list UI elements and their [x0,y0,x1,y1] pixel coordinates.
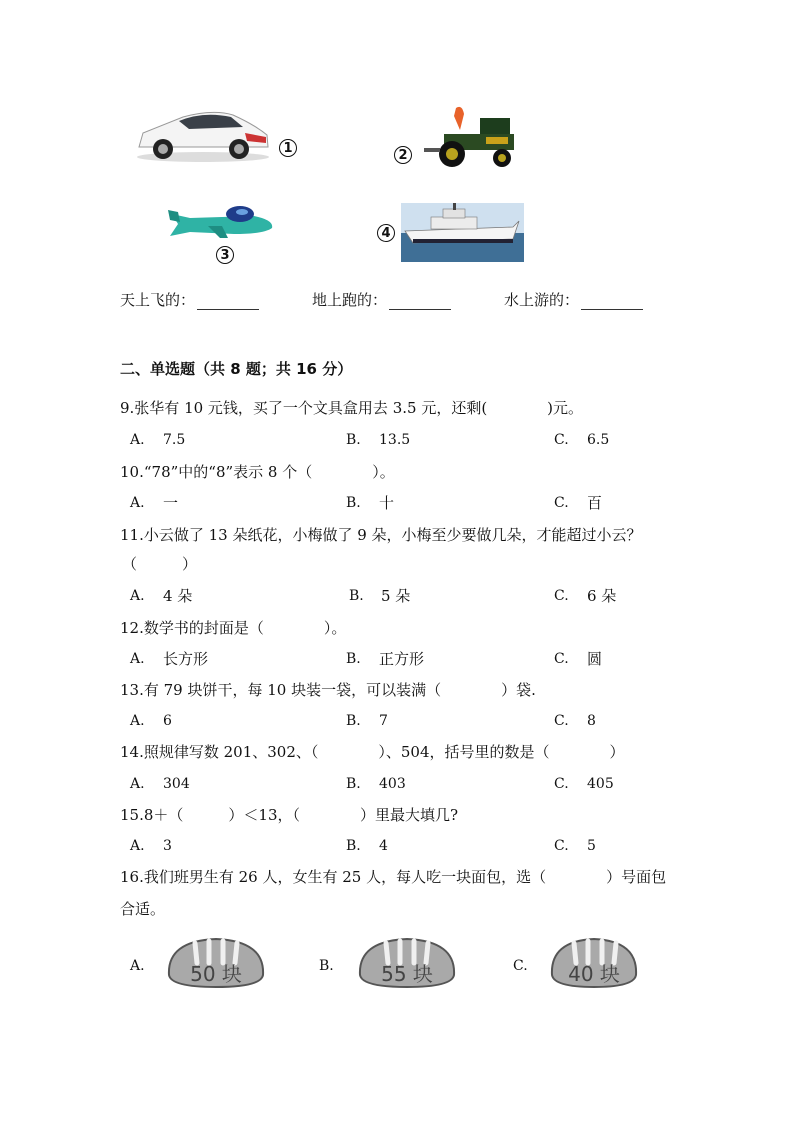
question-stem: 15.8＋（ ）＜13，（ ）里最大填几? [120,806,459,824]
option-text[interactable]: 5 [587,838,596,854]
option-text[interactable]: 6 [163,713,172,729]
option-label: A. [130,588,145,604]
question-stem-cont: 合适。 [120,900,166,918]
option-text[interactable]: 8 [587,713,596,729]
fill-ground-label: 地上跑的： [312,291,388,309]
option-text[interactable]: 6 朵 [587,587,617,605]
fill-ground [312,290,451,310]
option-label: C. [554,495,569,511]
question-stem-cont: （ ） [122,555,198,573]
option-label: C. [554,776,569,792]
option-text[interactable]: 5 朵 [381,587,411,605]
fill-ground-blank[interactable] [389,293,451,310]
fill-sky-blank[interactable] [197,293,259,310]
option-label: C. [554,432,569,448]
option-label: B. [346,432,361,448]
option-text[interactable]: 3 [163,838,172,854]
option-label: C. [554,713,569,729]
option-label: A. [130,713,145,729]
fill-water [504,290,643,310]
option-text[interactable]: 一 [163,494,179,512]
ship-image [401,203,524,262]
question-stem: 13.有 79 块饼干，每 10 块装一袋，可以装满（ ）袋. [120,681,536,699]
option-text[interactable]: 圆 [587,650,603,668]
bread-label: 50 块 [190,962,242,986]
option-text[interactable]: 6.5 [587,432,610,448]
option-label: B. [346,713,361,729]
option-text[interactable]: 十 [379,494,395,512]
question-stem: 16.我们班男生有 26 人，女生有 25 人，每人吃一块面包，选（ ）号面包 [120,868,667,886]
option-label: C. [554,651,569,667]
bread-label: 40 块 [568,962,620,986]
option-text[interactable]: 长方形 [163,650,209,668]
question-stem: 12.数学书的封面是（ ）。 [120,619,347,637]
tractor-image [420,104,522,170]
bread-option-a[interactable] [165,933,267,991]
option-text[interactable]: 403 [379,776,406,792]
option-text[interactable]: 7 [379,713,388,729]
option-label: B. [346,838,361,854]
image-number-3: 3 [216,246,234,264]
option-label: B. [346,651,361,667]
option-label: B. [346,776,361,792]
section-title: 二、单选题（共 8 题；共 16 分） [120,360,353,378]
image-number-2: 2 [394,146,412,164]
option-text[interactable]: 百 [587,494,603,512]
option-label: C. [554,838,569,854]
option-label: B. [346,495,361,511]
question-stem: 10.“78”中的“8”表示 8 个（ ）。 [120,463,395,481]
option-label: C. [513,958,528,974]
fill-water-blank[interactable] [581,293,643,310]
bread-option-b[interactable] [356,933,458,991]
question-stem: 11.小云做了 13 朵纸花，小梅做了 9 朵，小梅至少要做几朵，才能超过小云？ [120,526,642,544]
option-label: C. [554,588,569,604]
fill-sky [120,290,259,310]
option-text[interactable]: 4 朵 [163,587,193,605]
fill-water-label: 水上游的： [504,291,580,309]
bread-option-c[interactable] [548,933,640,991]
option-label: A. [130,432,145,448]
option-label: B. [349,588,364,604]
option-text[interactable]: 4 [379,838,388,854]
option-label: B. [319,958,334,974]
option-text[interactable]: 7.5 [163,432,186,448]
image-number-1: 1 [279,139,297,157]
bread-label: 55 块 [381,962,433,986]
option-text[interactable]: 正方形 [379,650,425,668]
plane-image [164,200,276,240]
option-label: A. [130,838,145,854]
question-stem: 14.照规律写数 201、302、（ ）、504，括号里的数是（ ） [120,743,625,761]
option-text[interactable]: 405 [587,776,614,792]
option-text[interactable]: 304 [163,776,190,792]
option-label: A. [130,958,145,974]
option-text[interactable]: 13.5 [379,432,411,448]
car-image [133,103,273,165]
question-stem: 9.张华有 10 元钱，买了一个文具盒用去 3.5 元，还剩( )元。 [120,399,584,417]
option-label: A. [130,495,145,511]
fill-sky-label: 天上飞的： [120,291,196,309]
option-label: A. [130,776,145,792]
image-number-4: 4 [377,224,395,242]
option-label: A. [130,651,145,667]
